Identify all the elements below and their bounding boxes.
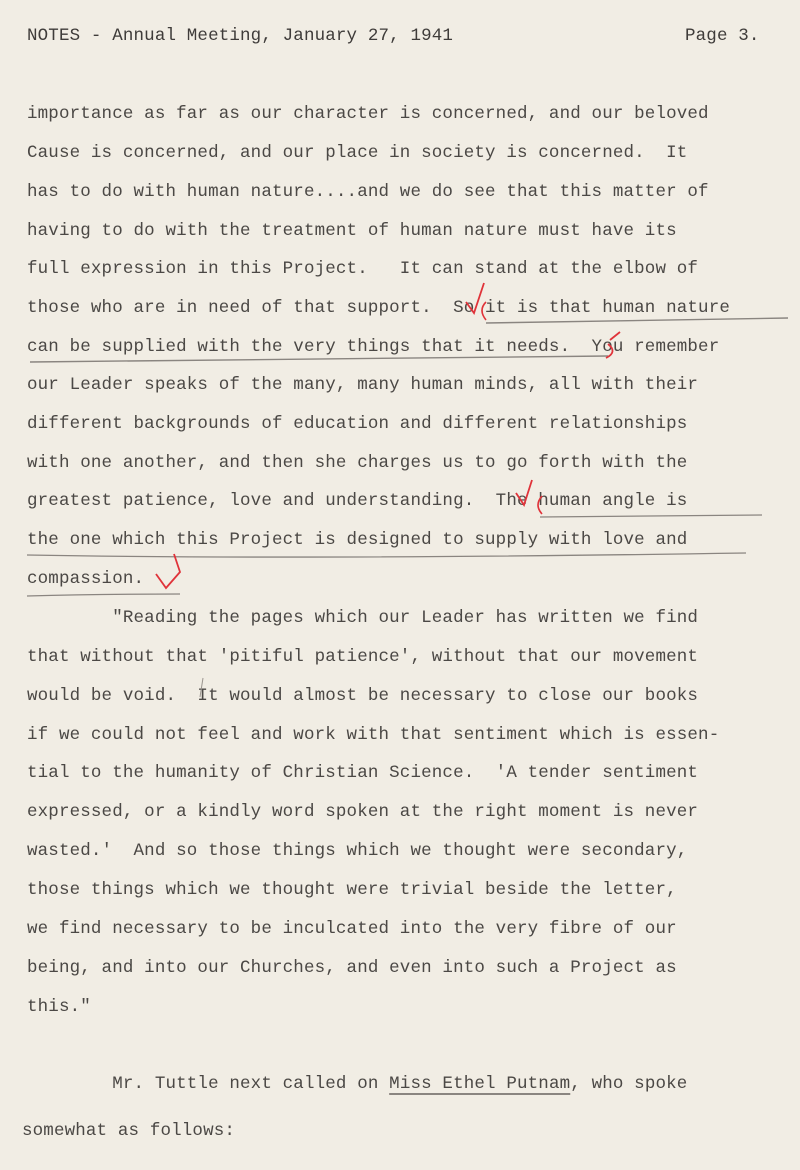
text-line-6: those who are in need of that support. So it is that human nature	[27, 298, 731, 318]
text-line-17: if we could not feel and work with that sentiment which is essen-	[27, 725, 720, 745]
page-header-title: NOTES - Annual Meeting, January 27, 1941	[27, 26, 454, 46]
gray-underline-5	[27, 594, 180, 596]
page-number: Page 3.	[685, 26, 760, 46]
text-line-4: having to do with the treatment of human nature must have its	[27, 221, 677, 241]
text-line-2: Cause is concerned, and our place in society is concerned. It	[27, 143, 688, 163]
text-line-5: full expression in this Project. It can stand at the elbow of	[27, 259, 699, 279]
text-line-1: importance as far as our character is concerned, and our beloved	[27, 104, 709, 124]
text-line-21: those things which we thought were trivial beside the letter,	[27, 880, 677, 900]
text-line-10: with one another, and then she charges us to go forth with the	[27, 453, 688, 473]
text-line-8: our Leader speaks of the many, many human minds, all with their	[27, 375, 699, 395]
text-line-23: being, and into our Churches, and even into such a Project as	[27, 958, 677, 978]
text-line-7: can be supplied with the very things that it needs. You remember	[27, 337, 720, 357]
text-line-16: would be void. It would almost be necessary to close our books	[27, 686, 699, 706]
tuttle-line-2: somewhat as follows:	[22, 1121, 236, 1141]
text-line-22: we find necessary to be inculcated into the very fibre of our	[27, 919, 677, 939]
text-line-14: "Reading the pages which our Leader has written we find	[27, 608, 699, 628]
red-check-3	[156, 554, 180, 588]
text-line-24: this."	[27, 997, 91, 1017]
text-line-12: the one which this Project is designed to supply with love and	[27, 530, 688, 550]
text-line-18: tial to the humanity of Christian Science. 'A tender sentiment	[27, 763, 699, 783]
tuttle-prefix: Mr. Tuttle next called on	[27, 1074, 390, 1094]
text-line-20: wasted.' And so those things which we thought were secondary,	[27, 841, 688, 861]
text-line-9: different backgrounds of education and different relationships	[27, 414, 688, 434]
text-line-15: that without that 'pitiful patience', without that our movement	[27, 647, 699, 667]
gray-underline-4	[27, 553, 746, 557]
tuttle-suffix: , who spoke	[570, 1074, 688, 1094]
text-line-19: expressed, or a kindly word spoken at the right moment is never	[27, 802, 699, 822]
text-line-13: compassion.	[27, 569, 145, 589]
text-line-11: greatest patience, love and understanding. The human angle is	[27, 491, 688, 511]
gray-underline-3	[540, 515, 762, 517]
tuttle-line	[27, 1073, 687, 1095]
text-line-3: has to do with human nature....and we do see that this matter of	[27, 182, 709, 202]
speaker-name: Miss Ethel Putnam	[389, 1074, 571, 1094]
